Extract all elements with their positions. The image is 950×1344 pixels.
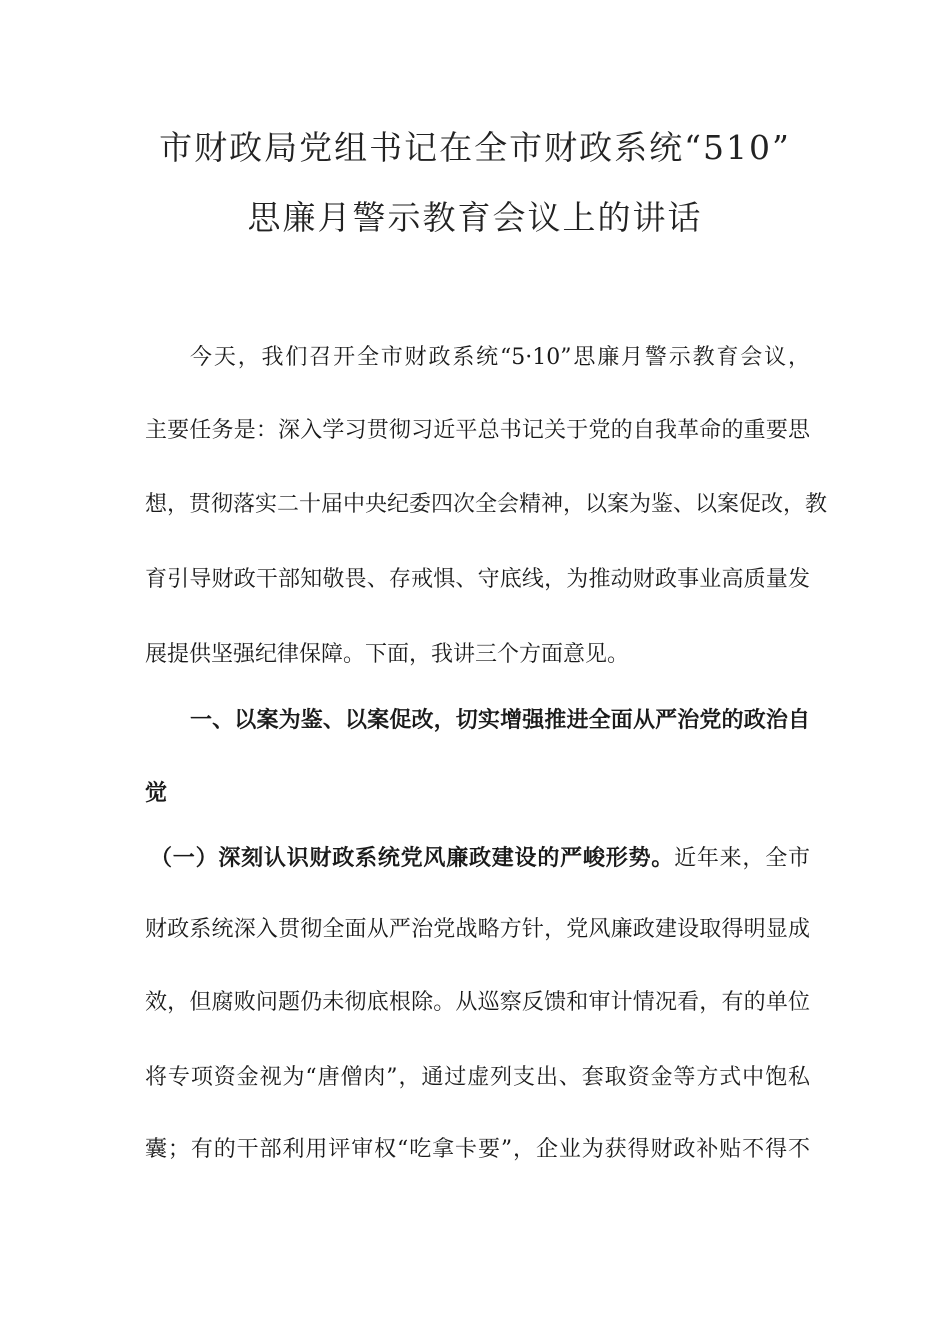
paragraph-line: 育引导财政干部知敬畏、存戒惧、守底线，为推动财政事业高质量发 bbox=[145, 567, 810, 592]
paragraph-line: 展提供坚强纪律保障。下面，我讲三个方面意见。 bbox=[145, 642, 630, 667]
document-title-line-1: 市财政局党组书记在全市财政系统“510” bbox=[159, 128, 791, 167]
paragraph-line: 囊；有的干部利用评审权“吃拿卡要”，企业为获得财政补贴不得不 bbox=[145, 1137, 810, 1162]
document-title-line-2: 思廉月警示教育会议上的讲话 bbox=[247, 198, 703, 237]
paragraph-line: 主要任务是：深入学习贯彻习近平总书记关于党的自我革命的重要思 bbox=[145, 418, 810, 443]
subsection-heading: （一）深刻认识财政系统党风廉政建设的严峻形势。 bbox=[150, 845, 675, 871]
subsection-first-line-text: 近年来，全市 bbox=[674, 846, 810, 871]
paragraph-line: 想，贯彻落实二十届中央纪委四次全会精神，以案为鉴、以案促改，教 bbox=[145, 492, 828, 517]
paragraph-line: 效，但腐败问题仍未彻底根除。从巡察反馈和审计情况看，有的单位 bbox=[145, 990, 810, 1015]
paragraph-line: 今天，我们召开全市财政系统“5·10”思廉月警示教育会议， bbox=[190, 345, 810, 370]
heading-line: 觉 bbox=[145, 780, 168, 806]
paragraph-line: 将专项资金视为“唐僧肉”，通过虚列支出、套取资金等方式中饱私 bbox=[145, 1065, 810, 1090]
subsection-first-line bbox=[150, 843, 810, 874]
heading-line: 一、以案为鉴、以案促改，切实增强推进全面从严治党的政治自 bbox=[190, 707, 810, 733]
paragraph-line: 财政系统深入贯彻全面从严治党战略方针，党风廉政建设取得明显成 bbox=[145, 917, 810, 942]
